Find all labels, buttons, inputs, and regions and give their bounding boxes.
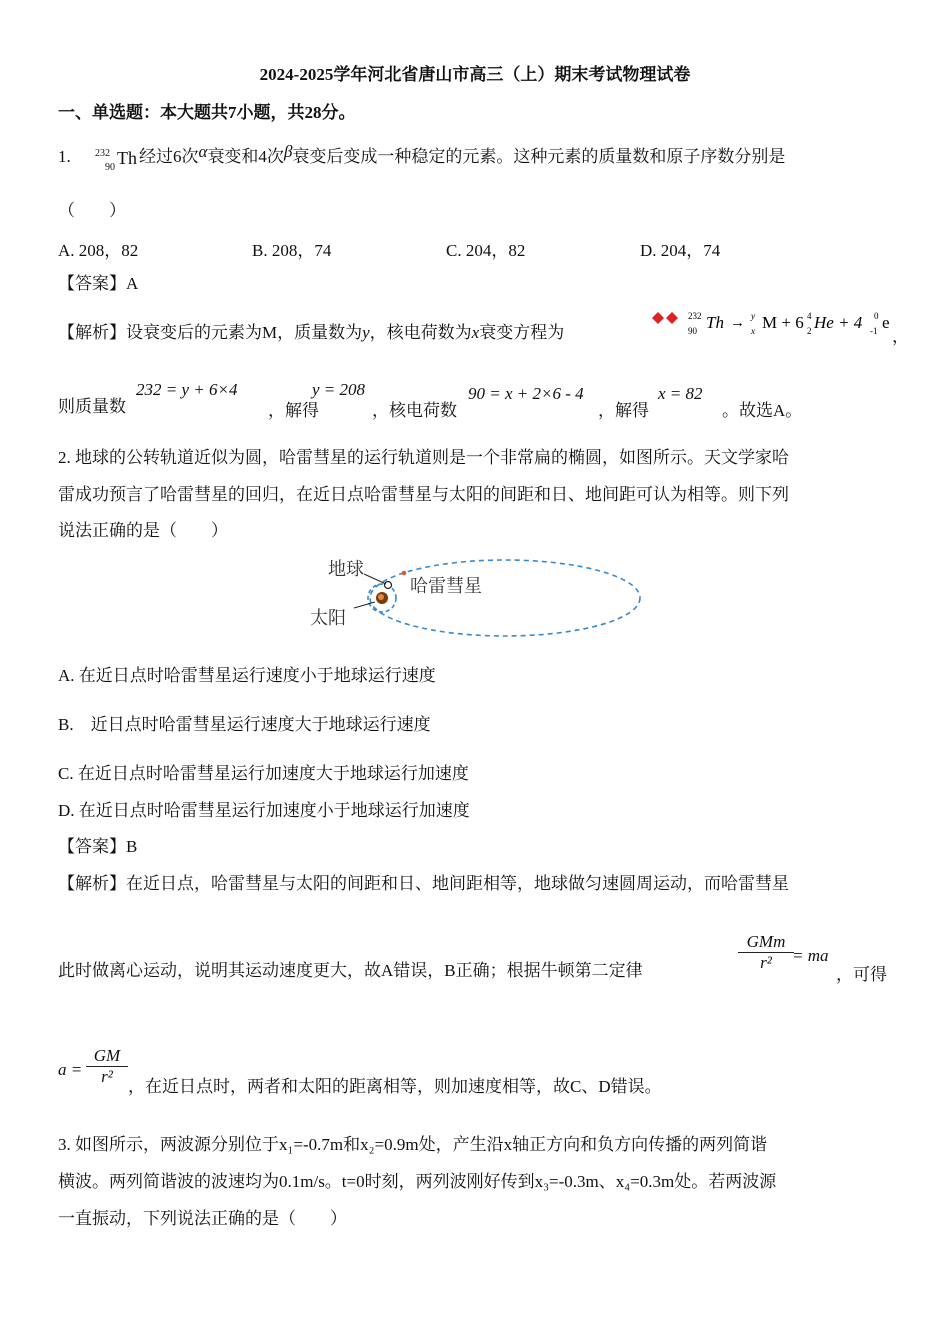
question-number: 1.	[58, 147, 71, 166]
svg-text:x: x	[751, 326, 755, 336]
question-3-stem-line3: 一直振动，下列说法正确的是（ ）	[58, 1209, 347, 1228]
question-2-stem-line3: 说法正确的是（ ）	[58, 521, 228, 540]
earth-icon	[385, 582, 392, 589]
decay-equation-graphic	[648, 308, 898, 342]
svg-text:-1: -1	[870, 326, 878, 336]
comet-label: 哈雷彗星	[410, 576, 482, 597]
svg-text:M + 6: M + 6	[762, 313, 804, 332]
var-x: x	[471, 323, 480, 342]
fraction-denominator: r²	[101, 1067, 113, 1086]
svg-text:He + 4: He + 4	[814, 313, 863, 332]
comma: ，	[892, 327, 909, 346]
question-2-stem-line1: 2. 地球的公转轨道近似为圆，哈雷彗星的运行轨道则是一个非常扁的椭圆，如图所示。天文学家哈	[58, 448, 789, 467]
svg-text:e: e	[882, 313, 890, 332]
eq-mass-text: 232 = y + 6×4	[136, 380, 238, 399]
analysis-q2-line2: 此时做离心运动，说明其运动速度更大，故A错误，B正确；根据牛顿第二定律	[58, 961, 643, 980]
svg-text:y: y	[751, 311, 755, 321]
analysis-text: 衰变方程为	[479, 323, 565, 342]
analysis-text: 则质量数	[58, 397, 126, 416]
fraction-denominator: r²	[760, 953, 772, 972]
question-1-stem	[58, 142, 786, 174]
question-2-stem-line2: 雷成功预言了哈雷彗星的回归，在近日点哈雷彗星与太阳的间距和日、地间距可认为相等。则下列	[58, 485, 789, 504]
garbled-glyph-icon	[652, 312, 664, 324]
svg-text:2: 2	[807, 326, 812, 336]
eq-charge-text: 90 = x + 2×6 - 4	[468, 384, 584, 403]
analysis-q2-line3: ，在近日点时，两者和太阳的距离相等，则加速度相等，故C、D错误。	[128, 1077, 662, 1096]
analysis-q1-line2	[58, 396, 126, 418]
eq-a-lhs	[58, 1060, 82, 1080]
var-y: y	[362, 323, 370, 342]
option-b: B. 208，74	[252, 241, 332, 260]
charge-number: 90	[105, 162, 115, 174]
eq-x	[658, 384, 703, 404]
analysis-q1-line1	[58, 322, 564, 344]
eq-ma	[792, 946, 829, 966]
analysis-q2-line1: 【解析】在近日点，哈雷彗星与太阳的间距和日、地间距相等，地球做匀速圆周运动，而哈雷彗星	[58, 874, 789, 893]
alpha-symbol: α	[198, 142, 208, 161]
thorium-nuclide	[75, 147, 137, 174]
answer-paren: （ ）	[58, 201, 126, 220]
eq-a-lhs-text: a =	[58, 1060, 83, 1079]
svg-text:Th: Th	[706, 313, 724, 332]
page-title: 2024-2025学年河北省唐山市高三（上）期末考试物理试卷	[259, 65, 691, 84]
eq-x-text: x = 82	[658, 384, 703, 403]
garbled-glyph-icon	[666, 312, 678, 324]
analysis-text: ，核电荷数为	[369, 323, 472, 342]
option-d: D. 204，74	[640, 241, 721, 260]
q2-option-d: D. 在近日点时哈雷彗星运行加速度小于地球运行加速度	[58, 801, 470, 820]
fraction-gmm-r2	[738, 932, 794, 973]
element-symbol: Th	[117, 148, 137, 169]
svg-text:90: 90	[688, 326, 697, 336]
beta-symbol: β	[283, 142, 293, 161]
stem-text: 衰变后变成一种稳定的元素。这种元素的质量数和原子序数分别是	[292, 147, 786, 166]
eq-mass	[136, 380, 237, 400]
question-3-stem-line1: 3. 如图所示，两波源分别位于x₁=-0.7m和x₂=0.9m处，产生沿x轴正方向和负方向传播的两列简谐	[58, 1135, 768, 1154]
earth-pointer	[364, 574, 386, 584]
stem-text: 经过6次	[139, 147, 199, 166]
comet-icon	[402, 571, 407, 576]
sun-label: 太阳	[310, 608, 346, 629]
decay-equation	[648, 308, 898, 342]
q2-option-a: A. 在近日点时哈雷彗星运行速度小于地球运行速度	[58, 666, 436, 685]
fraction-numerator: GMm	[746, 932, 786, 951]
eq-ma-text: = ma	[792, 946, 829, 965]
analysis-text: 。故选A。	[722, 401, 803, 420]
answer-q1: 【答案】A	[58, 274, 139, 293]
eq-y	[312, 380, 365, 400]
analysis-text: 【解析】设衰变后的元素为M，质量数为	[58, 323, 363, 342]
orbit-figure	[300, 550, 650, 645]
option-a: A. 208，82	[58, 241, 139, 260]
question-3-stem-line2: 横波。两列简谐波的波速均为0.1m/s。t=0时刻，两列波刚好传到x₃=-0.3m、x₄=0.3m处。若两波源	[58, 1172, 777, 1191]
sun-highlight	[378, 594, 384, 600]
fraction-numerator: GM	[93, 1046, 121, 1065]
svg-text:0: 0	[874, 311, 879, 321]
q2-option-b: B. 近日点时哈雷彗星运行速度大于地球运行速度	[58, 715, 431, 734]
analysis-text: ，核电荷数	[372, 401, 457, 420]
fraction-gm-r2	[86, 1046, 128, 1087]
sun-pointer	[354, 602, 375, 608]
q2-option-c: C. 在近日点时哈雷彗星运行加速度大于地球运行加速度	[58, 764, 469, 783]
analysis-text: ，可得	[836, 965, 887, 984]
section-heading: 一、单选题：本大题共7小题，共28分。	[58, 103, 356, 122]
svg-text:4: 4	[807, 311, 812, 321]
eq-charge	[468, 384, 584, 404]
eq-y-text: y = 208	[312, 380, 366, 399]
analysis-text: ，解得	[598, 401, 649, 420]
stem-text: 衰变和4次	[207, 147, 284, 166]
mass-number: 232	[95, 148, 110, 160]
answer-q2: 【答案】B	[58, 837, 138, 856]
analysis-text: ，解得	[268, 401, 319, 420]
earth-label: 地球	[328, 559, 364, 580]
option-c: C. 204，82	[446, 241, 526, 260]
svg-text:232: 232	[688, 311, 702, 321]
svg-text:→: →	[730, 315, 745, 331]
